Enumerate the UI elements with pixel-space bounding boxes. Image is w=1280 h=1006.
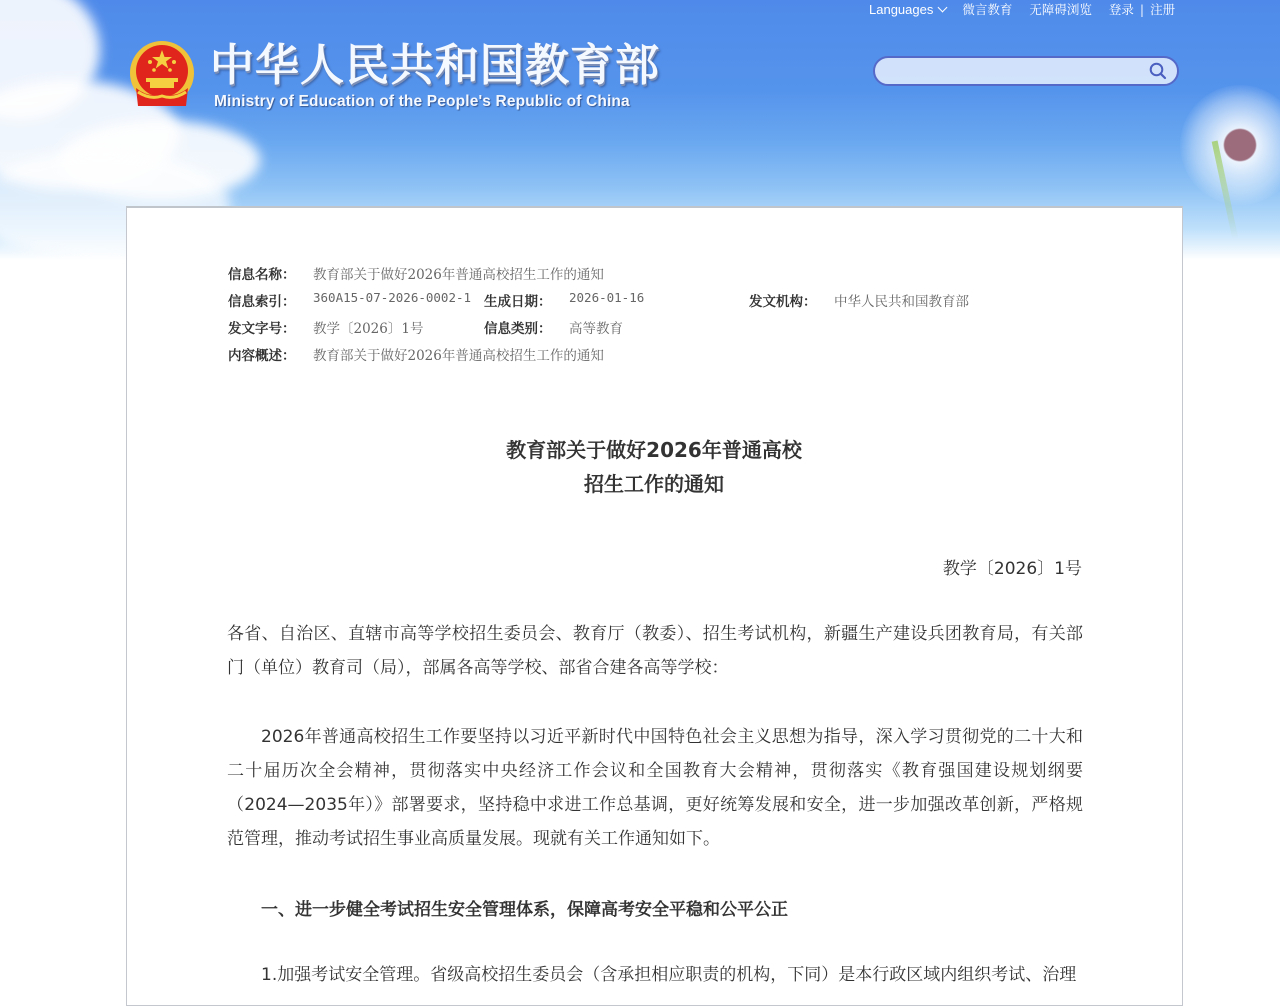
meta-value: 教学〔2026〕1号 xyxy=(313,321,424,337)
meta-value: 教育部关于做好2026年普通高校招生工作的通知 xyxy=(313,267,604,283)
dandelion-decoration xyxy=(1180,85,1280,205)
link-separator: | xyxy=(1139,1,1145,17)
meta-label: 信息名称： xyxy=(228,267,296,283)
chevron-down-icon xyxy=(938,2,948,12)
search-box xyxy=(873,56,1179,86)
article-title-line2: 招生工作的通知 xyxy=(584,472,724,496)
register-link[interactable]: 注册 xyxy=(1150,2,1176,17)
meta-label: 信息类别： xyxy=(484,321,552,337)
article-title xyxy=(0,433,1280,501)
meta-value: 2026-01-16 xyxy=(569,290,645,305)
meta-label: 发文机构： xyxy=(749,294,817,310)
section-heading: 一、进一步健全考试招生安全管理体系，保障高考安全平稳和公平公正 xyxy=(261,900,788,920)
search-input[interactable] xyxy=(889,62,1143,82)
accessibility-link[interactable]: 无障碍浏览 xyxy=(1029,2,1092,17)
search-icon[interactable] xyxy=(1149,62,1167,80)
recipients-paragraph: 各省、自治区、直辖市高等学校招生委员会、教育厅（教委）、招生考试机构，新疆生产建设兵团教育局，有关部门（单位）教育司（局），部属各高等学校、部省合建各高等学校： xyxy=(227,624,1083,678)
languages-label: Languages xyxy=(869,1,934,17)
site-subtitle: Ministry of Education of the People's Republic of China xyxy=(214,93,630,110)
meta-label: 生成日期： xyxy=(484,294,552,310)
meta-value: 教育部关于做好2026年普通高校招生工作的通知 xyxy=(313,348,604,364)
national-emblem-icon[interactable] xyxy=(128,40,196,112)
site-title[interactable]: 中华人民共和国教育部 xyxy=(210,40,660,91)
meta-label: 发文字号： xyxy=(228,321,296,337)
languages-dropdown[interactable] xyxy=(869,2,946,17)
meta-value: 高等教育 xyxy=(569,321,623,337)
intro-paragraph: 2026年普通高校招生工作要坚持以习近平新时代中国特色社会主义思想为指导，深入学习贯彻党的二十大和二十届历次全会精神，贯彻落实中央经济工作会议和全国教育大会精神，贯彻落实《教育强国建设规划纲要（2024—2035年）》部署要求，坚持稳中求进工作总基调，更好统筹发展和安全，进一步加强改革创新，严格规范管理，推动考试招生事业高质量发展。现就有关工作通知如下。 xyxy=(227,727,1083,849)
meta-value: 中华人民共和国教育部 xyxy=(834,294,969,310)
document-number: 教学〔2026〕1号 xyxy=(942,559,1082,579)
meta-label: 内容概述： xyxy=(228,348,296,364)
weiyan-education-link[interactable]: 微言教育 xyxy=(962,2,1013,17)
section-item-paragraph: 1.加强考试安全管理。省级高校招生委员会（含承担相应职责的机构，下同）是本行政区域内组织考试、治理 xyxy=(261,965,1077,985)
meta-label: 信息索引： xyxy=(228,294,296,310)
top-links-bar xyxy=(869,0,1175,18)
login-link[interactable]: 登录 xyxy=(1108,2,1134,17)
meta-value: 360A15-07-2026-0002-1 xyxy=(313,290,472,305)
article-title-line1: 教育部关于做好2026年普通高校 xyxy=(506,438,802,462)
